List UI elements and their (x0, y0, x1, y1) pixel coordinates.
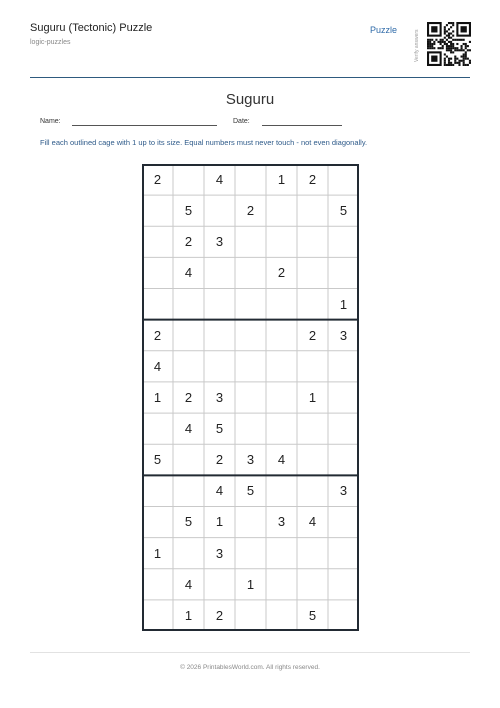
empty-cell[interactable] (173, 444, 204, 475)
qr-code-icon (427, 17, 471, 72)
qr-module (431, 43, 433, 45)
header-tag-link[interactable]: Puzzle (370, 25, 398, 35)
given-number-cell: 3 (339, 327, 348, 343)
given-number-cell: 3 (215, 545, 224, 561)
given-number-cell: 2 (184, 234, 193, 250)
qr-module (463, 39, 465, 41)
qr-module (467, 49, 469, 51)
empty-cell[interactable] (266, 195, 297, 226)
qr-module (427, 39, 429, 41)
qr-module (429, 45, 431, 47)
empty-cell[interactable] (204, 351, 235, 382)
qr-module (454, 56, 456, 58)
empty-cell[interactable] (297, 226, 328, 257)
qr-module (452, 45, 454, 47)
empty-cell[interactable] (235, 351, 266, 382)
empty-cell[interactable] (235, 289, 266, 320)
qr-module (452, 35, 454, 37)
qr-module (446, 24, 448, 26)
qr-module (442, 39, 444, 41)
given-number-cell: 4 (184, 576, 193, 592)
given-number-cell: 1 (277, 172, 286, 187)
empty-cell[interactable] (235, 506, 266, 537)
empty-cell[interactable] (142, 226, 173, 257)
qr-module (450, 43, 452, 45)
suguru-grid (142, 164, 359, 631)
empty-cell[interactable] (204, 569, 235, 600)
given-number-cell: 5 (246, 483, 255, 499)
qr-module (440, 39, 442, 41)
empty-cell[interactable] (266, 320, 297, 351)
empty-cell[interactable] (204, 257, 235, 288)
qr-module (442, 45, 444, 47)
qr-module (458, 39, 460, 41)
qr-module (448, 64, 450, 66)
empty-cell[interactable] (173, 320, 204, 351)
qr-module (444, 62, 446, 64)
qr-module (454, 49, 456, 51)
qr-module (429, 41, 431, 43)
empty-cell[interactable] (142, 195, 173, 226)
qr-module (463, 64, 465, 66)
qr-module (452, 43, 454, 45)
qr-module (461, 60, 463, 62)
qr-module (452, 51, 454, 53)
qr-module (458, 49, 460, 51)
qr-module (448, 41, 450, 43)
qr-module (469, 60, 471, 62)
qr-module (429, 39, 431, 41)
qr-module (452, 47, 454, 49)
qr-module (461, 45, 463, 47)
qr-module (450, 26, 452, 28)
empty-cell[interactable] (297, 257, 328, 288)
qr-module (442, 47, 444, 49)
empty-cell[interactable] (328, 382, 359, 413)
qr-finder (431, 26, 437, 32)
qr-module (452, 39, 454, 41)
given-number-cell: 3 (215, 389, 224, 405)
qr-module (469, 62, 471, 64)
given-number-cell: 2 (153, 172, 162, 187)
empty-cell[interactable] (142, 289, 173, 320)
given-number-cell: 4 (215, 172, 224, 187)
qr-module (456, 58, 458, 60)
empty-cell[interactable] (235, 413, 266, 444)
empty-cell[interactable] (173, 289, 204, 320)
empty-cell[interactable] (142, 257, 173, 288)
qr-module (444, 37, 446, 39)
given-number-cell: 5 (184, 203, 193, 219)
given-number-cell: 2 (308, 327, 317, 343)
qr-module (448, 60, 450, 62)
qr-module (465, 56, 467, 58)
qr-module (463, 56, 465, 58)
qr-module (437, 47, 439, 49)
qr-module (437, 41, 439, 43)
sheet-title: Suguru (225, 91, 275, 108)
empty-cell[interactable] (142, 506, 173, 537)
qr-module (431, 39, 433, 41)
given-number-cell: 1 (339, 296, 348, 312)
empty-cell[interactable] (297, 413, 328, 444)
qr-module (448, 47, 450, 49)
empty-cell[interactable] (328, 444, 359, 475)
qr-module (456, 47, 458, 49)
qr-module (450, 22, 452, 24)
empty-cell[interactable] (266, 382, 297, 413)
empty-cell[interactable] (266, 600, 297, 631)
qr-module (463, 62, 465, 64)
qr-module (444, 64, 446, 66)
qr-module (454, 47, 456, 49)
qr-module (450, 51, 452, 53)
given-number-cell: 5 (215, 421, 224, 437)
given-number-cell: 4 (153, 358, 162, 374)
qr-module (446, 56, 448, 58)
empty-cell[interactable] (328, 538, 359, 569)
name-label: Name: (40, 118, 61, 125)
qr-module (463, 60, 465, 62)
qr-module (448, 35, 450, 37)
qr-module (448, 28, 450, 30)
qr-module (456, 43, 458, 45)
qr-module (463, 58, 465, 60)
qr-module (450, 47, 452, 49)
qr-module (458, 64, 460, 66)
qr-module (435, 39, 437, 41)
empty-cell[interactable] (142, 475, 173, 506)
qr-module (444, 26, 446, 28)
given-number-cell: 2 (308, 172, 317, 187)
empty-cell[interactable] (173, 351, 204, 382)
empty-cell[interactable] (235, 164, 266, 195)
given-number-cell: 1 (308, 389, 317, 405)
empty-cell[interactable] (173, 164, 204, 195)
qr-module (446, 39, 448, 41)
qr-module (452, 22, 454, 24)
qr-module (463, 49, 465, 51)
qr-module (450, 62, 452, 64)
qr-module (456, 62, 458, 64)
given-number-cell: 5 (339, 203, 348, 219)
empty-cell[interactable] (328, 506, 359, 537)
qr-module (465, 51, 467, 53)
given-number-cell: 1 (246, 576, 255, 592)
qr-module (465, 43, 467, 45)
given-number-cell: 2 (246, 203, 255, 219)
footer-copyright: © 2026 PrintablesWorld.com. All rights reserved. (180, 664, 320, 671)
given-number-cell: 5 (184, 514, 193, 530)
qr-module (450, 41, 452, 43)
empty-cell[interactable] (235, 538, 266, 569)
qr-module (448, 62, 450, 64)
qr-module (427, 45, 429, 47)
qr-module (465, 58, 467, 60)
given-number-cell: 2 (277, 265, 286, 281)
qr-module (454, 62, 456, 64)
empty-cell[interactable] (173, 538, 204, 569)
qr-module (465, 64, 467, 66)
empty-cell[interactable] (142, 600, 173, 631)
qr-module (461, 39, 463, 41)
qr-module (454, 60, 456, 62)
qr-module (431, 47, 433, 49)
qr-module (427, 43, 429, 45)
empty-cell[interactable] (328, 257, 359, 288)
empty-cell[interactable] (266, 475, 297, 506)
qr-module (456, 49, 458, 51)
qr-module (448, 32, 450, 34)
empty-cell[interactable] (142, 569, 173, 600)
qr-module (448, 49, 450, 51)
date-label: Date: (233, 118, 250, 125)
qr-module (427, 47, 429, 49)
qr-module (467, 64, 469, 66)
qr-module (448, 58, 450, 60)
qr-module (450, 64, 452, 66)
empty-cell[interactable] (328, 351, 359, 382)
qr-module (452, 30, 454, 32)
empty-cell[interactable] (328, 600, 359, 631)
qr-module (442, 41, 444, 43)
qr-module (450, 37, 452, 39)
qr-module (433, 41, 435, 43)
empty-cell[interactable] (328, 226, 359, 257)
empty-cell[interactable] (297, 569, 328, 600)
header-divider (30, 77, 470, 78)
qr-caption: Verify answers (414, 29, 420, 63)
empty-cell[interactable] (235, 257, 266, 288)
empty-cell[interactable] (235, 600, 266, 631)
qr-module (469, 41, 471, 43)
qr-module (448, 45, 450, 47)
footer-divider (30, 652, 470, 653)
empty-cell[interactable] (173, 475, 204, 506)
qr-module (456, 39, 458, 41)
given-number-cell: 3 (246, 452, 255, 468)
empty-cell[interactable] (297, 444, 328, 475)
qr-module (452, 64, 454, 66)
qr-module (440, 41, 442, 43)
empty-cell[interactable] (235, 226, 266, 257)
empty-cell[interactable] (297, 351, 328, 382)
empty-cell[interactable] (328, 569, 359, 600)
given-number-cell: 5 (308, 607, 317, 623)
empty-cell[interactable] (297, 289, 328, 320)
qr-module (450, 58, 452, 60)
qr-module (465, 47, 467, 49)
qr-module (446, 47, 448, 49)
given-number-cell: 4 (308, 514, 317, 530)
qr-module (446, 43, 448, 45)
qr-module (427, 41, 429, 43)
qr-module (433, 47, 435, 49)
qr-module (461, 49, 463, 51)
qr-module (444, 32, 446, 34)
empty-cell[interactable] (297, 195, 328, 226)
empty-cell[interactable] (235, 382, 266, 413)
empty-cell[interactable] (297, 538, 328, 569)
qr-module (433, 43, 435, 45)
header-title: Suguru (Tectonic) Puzzle (30, 22, 153, 34)
empty-cell[interactable] (266, 538, 297, 569)
given-number-cell: 2 (215, 452, 224, 468)
qr-module (452, 24, 454, 26)
qr-module (465, 53, 467, 55)
empty-cell[interactable] (266, 351, 297, 382)
qr-module (444, 58, 446, 60)
given-number-cell: 4 (184, 421, 193, 437)
given-number-cell: 2 (153, 327, 162, 343)
qr-module (469, 49, 471, 51)
qr-module (446, 30, 448, 32)
qr-module (467, 58, 469, 60)
qr-finder (461, 26, 467, 32)
given-number-cell: 5 (153, 452, 162, 468)
empty-cell[interactable] (204, 320, 235, 351)
qr-module (446, 35, 448, 37)
qr-module (444, 53, 446, 55)
qr-module (463, 43, 465, 45)
qr-module (440, 43, 442, 45)
empty-cell[interactable] (204, 289, 235, 320)
given-number-cell: 3 (277, 514, 286, 530)
empty-cell[interactable] (266, 569, 297, 600)
empty-cell[interactable] (142, 413, 173, 444)
empty-cell[interactable] (266, 226, 297, 257)
qr-module (454, 58, 456, 60)
given-number-cell: 4 (277, 452, 286, 468)
given-number-cell: 3 (215, 234, 224, 250)
qr-module (446, 49, 448, 51)
qr-module (446, 64, 448, 66)
empty-cell[interactable] (204, 195, 235, 226)
given-number-cell: 2 (184, 389, 193, 405)
qr-module (446, 45, 448, 47)
given-number-cell: 4 (184, 265, 193, 281)
qr-module (444, 30, 446, 32)
qr-module (461, 47, 463, 49)
qr-module (465, 45, 467, 47)
empty-cell[interactable] (328, 164, 359, 195)
qr-module (450, 49, 452, 51)
qr-module (448, 22, 450, 24)
empty-cell[interactable] (297, 475, 328, 506)
given-number-cell: 1 (153, 545, 162, 561)
qr-module (444, 41, 446, 43)
empty-cell[interactable] (328, 413, 359, 444)
name-field[interactable] (72, 125, 217, 126)
qr-module (450, 45, 452, 47)
date-field[interactable] (262, 125, 342, 126)
given-number-cell: 1 (184, 607, 193, 623)
given-number-cell: 1 (215, 514, 224, 530)
empty-cell[interactable] (266, 413, 297, 444)
instructions: Fill each outlined cage with 1 up to its size. Equal numbers must never touch - not even diagonally. (40, 138, 368, 147)
qr-module (444, 43, 446, 45)
empty-cell[interactable] (235, 320, 266, 351)
qr-module (458, 60, 460, 62)
qr-module (450, 32, 452, 34)
empty-cell[interactable] (266, 289, 297, 320)
given-number-cell: 1 (153, 389, 162, 405)
given-number-cell: 3 (339, 483, 348, 499)
given-number-cell: 4 (215, 483, 224, 499)
qr-module (429, 47, 431, 49)
qr-module (444, 28, 446, 30)
qr-module (431, 45, 433, 47)
qr-module (444, 60, 446, 62)
qr-module (448, 37, 450, 39)
qr-module (467, 45, 469, 47)
qr-module (458, 62, 460, 64)
given-number-cell: 2 (215, 607, 224, 623)
qr-module (429, 43, 431, 45)
header-subtitle: logic-puzzles (30, 39, 71, 46)
qr-module (461, 56, 463, 58)
qr-module (463, 53, 465, 55)
qr-module (454, 39, 456, 41)
qr-module (440, 47, 442, 49)
qr-finder (431, 56, 437, 62)
